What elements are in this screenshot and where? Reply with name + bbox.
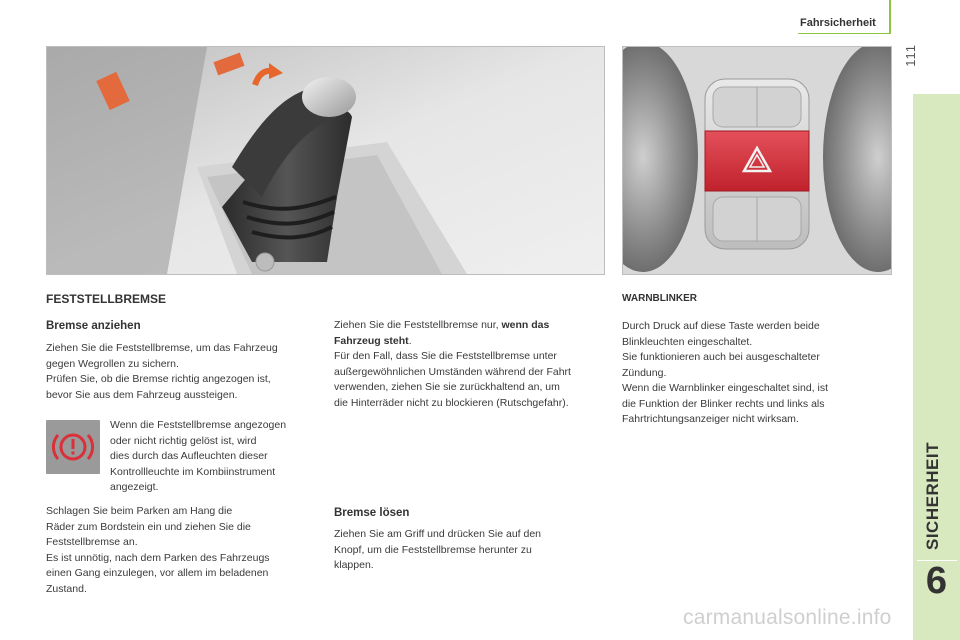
anziehen-paragraph-1 — [46, 341, 316, 403]
chapter-tab — [913, 94, 960, 640]
text-line: angezeigt. — [110, 481, 159, 493]
chapter-label: SICHERHEIT — [923, 442, 942, 550]
emphasis-text: wenn das — [501, 319, 550, 331]
text-line: klappen. — [334, 559, 374, 571]
warning-light-text — [110, 418, 320, 496]
text-line: Blinkleuchten eingeschaltet. — [622, 335, 753, 348]
text-line: Knopf, um die Feststellbremse herunter zu — [334, 543, 532, 556]
text-span: . — [408, 334, 412, 347]
parking-brake-warning-icon — [46, 420, 100, 474]
hazard-button-photo — [622, 46, 892, 275]
text-line: verwenden, ziehen Sie sie zurückhaltend an, um — [334, 381, 560, 393]
text-line: Prüfen Sie, ob die Bremse richtig angezogen ist, — [46, 373, 271, 385]
text-line: Kontrollleuchte im Kombiinstrument — [110, 465, 276, 478]
running-header: Fahrsicherheit — [800, 17, 876, 29]
text-line: Ziehen Sie die Feststellbremse, um das Fahrzeug — [46, 342, 278, 354]
text-line: die Hinterräder nicht zu blockieren (Rutschgefahr). — [334, 396, 569, 409]
text-line: gegen Wegrollen zu sichern. — [46, 357, 179, 370]
text-line — [334, 318, 609, 334]
text-line: Sie funktionieren auch bei ausgeschalteter — [622, 351, 820, 363]
text-line: Fahrtrichtungsanzeiger nicht wirksam. — [622, 413, 799, 425]
text-line — [334, 334, 609, 350]
text-line: die Funktion der Blinker rechts und links als — [622, 397, 825, 410]
text-line: Feststellbremse an. — [46, 536, 138, 548]
text-line: bevor Sie aus dem Fahrzeug aussteigen. — [46, 388, 238, 401]
parking-brake-photo — [46, 46, 605, 275]
watermark: carmanualsonline.info — [683, 606, 892, 629]
text-line: Zustand. — [46, 582, 87, 595]
subheading-loesen: Bremse lösen — [334, 507, 410, 519]
text-line: dies durch das Aufleuchten dieser — [110, 450, 268, 462]
text-line: Ziehen Sie am Griff und drücken Sie auf den — [334, 528, 542, 540]
warnblinker-paragraph — [622, 319, 892, 428]
text-line: Durch Druck auf diese Taste werden beide — [622, 320, 820, 332]
text-line: Für den Fall, dass Sie die Feststellbremse unter — [334, 350, 557, 362]
page-number: 111 — [903, 44, 918, 67]
text-line: Schlagen Sie beim Parken am Hang die — [46, 505, 233, 517]
middle-paragraph — [334, 318, 609, 411]
text-line: Wenn die Warnblinker eingeschaltet sind, ist — [622, 382, 829, 394]
text-line: Wenn die Feststellbremse angezogen — [110, 419, 287, 431]
header-tick — [889, 0, 891, 34]
text-line: Zündung. — [622, 366, 667, 379]
anziehen-paragraph-2 — [46, 504, 316, 597]
text-line: oder nicht richtig gelöst ist, wird — [110, 434, 257, 447]
text-line: Räder zum Bordstein ein und ziehen Sie die — [46, 520, 251, 533]
loesen-paragraph — [334, 527, 609, 574]
emphasis-text: Fahrzeug steht — [334, 334, 409, 347]
text-line: Es ist unnötig, nach dem Parken des Fahrzeugs — [46, 551, 270, 564]
text-line: einen Gang einzulegen, vor allem im beladenen — [46, 567, 269, 579]
chapter-number: 6 — [925, 560, 948, 602]
subheading-anziehen: Bremse anziehen — [46, 320, 141, 332]
text-span: Ziehen Sie die Feststellbremse nur, — [334, 319, 502, 331]
text-line: außergewöhnlichen Umständen während der Fahrt — [334, 365, 571, 378]
header-rule — [798, 33, 890, 34]
hazard-button-illustration — [623, 47, 891, 274]
subheading-warnblinker: WARNBLINKER — [622, 293, 697, 304]
section-title: FESTSTELLBREMSE — [46, 292, 167, 306]
parking-brake-illustration — [47, 47, 604, 274]
